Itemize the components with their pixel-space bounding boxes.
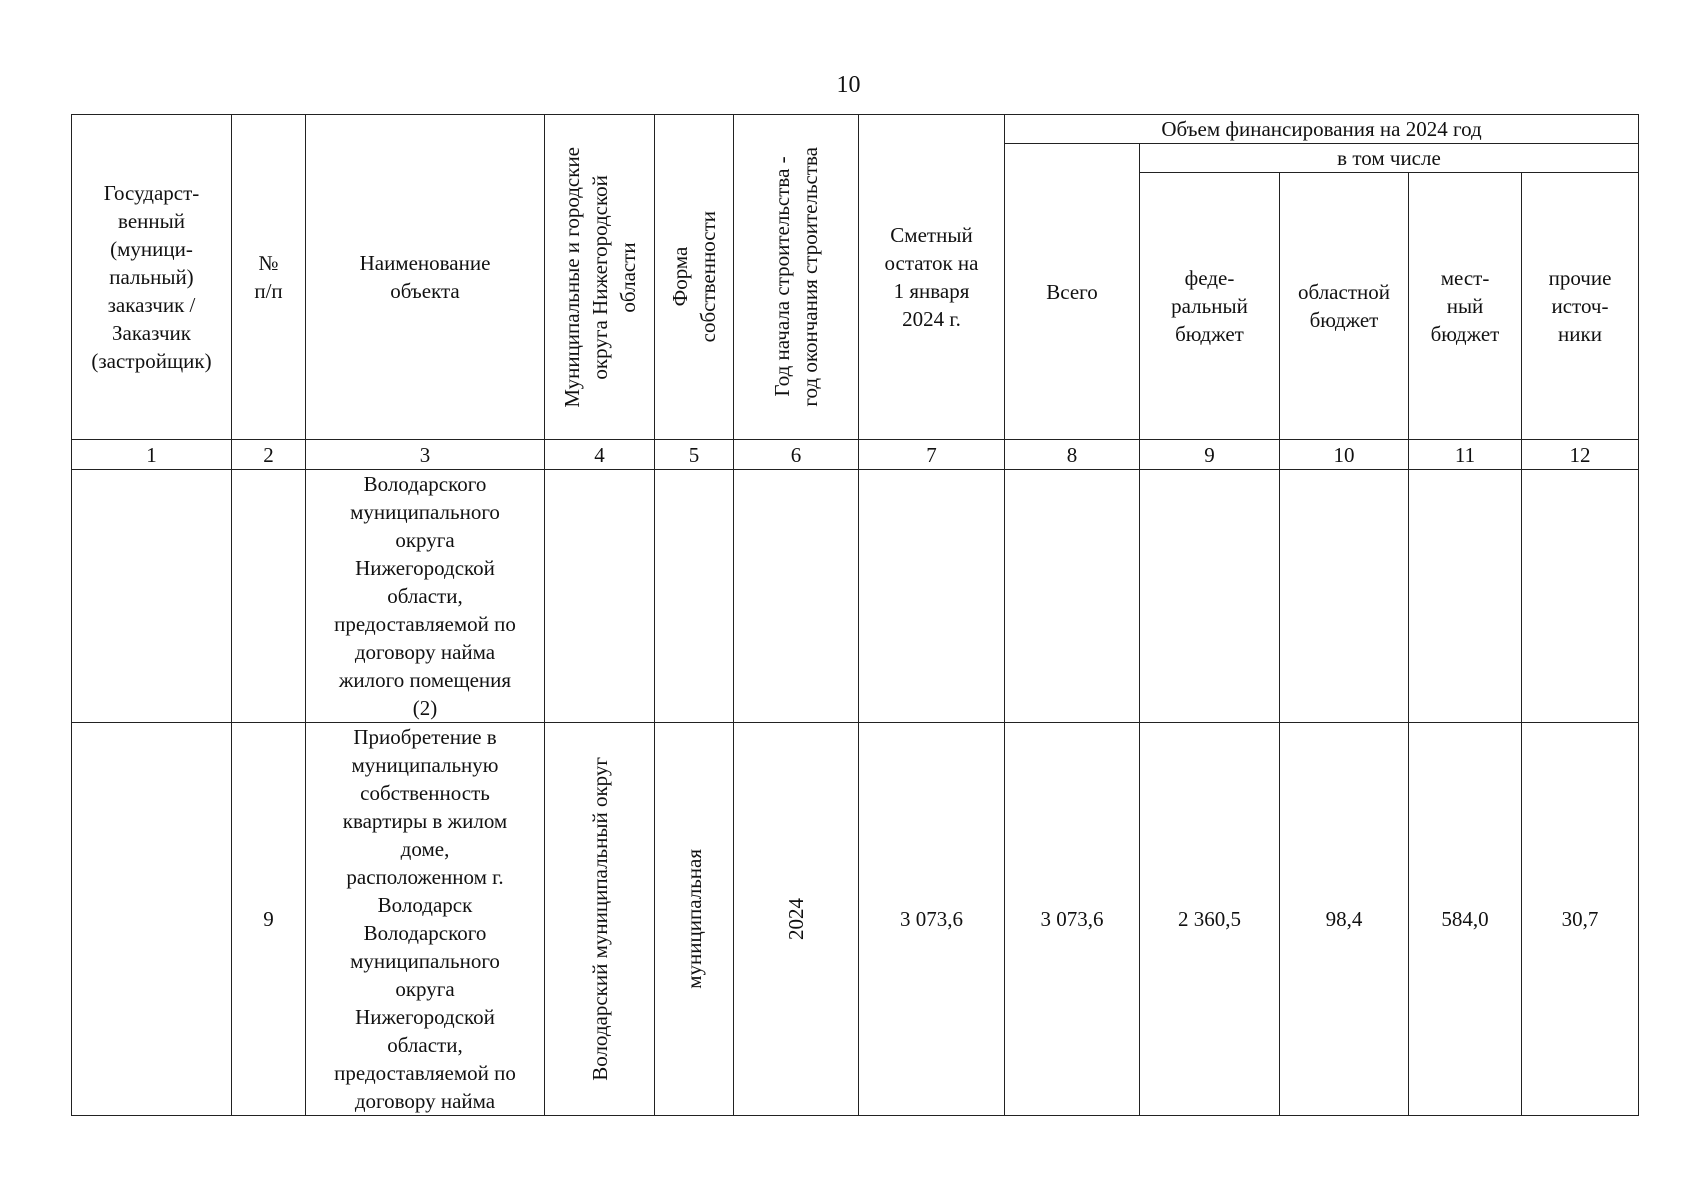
column-number: 11 bbox=[1409, 440, 1522, 470]
table-row bbox=[72, 723, 1639, 1116]
header-federal bbox=[1140, 173, 1280, 440]
header-ownership-label: Форма собственности bbox=[668, 211, 720, 343]
header-ownership bbox=[655, 115, 734, 440]
cell-customer bbox=[72, 723, 232, 1116]
cell-ownership bbox=[655, 470, 734, 723]
cell-object-name bbox=[306, 470, 545, 723]
cell-federal: 2 360,5 bbox=[1140, 723, 1280, 1116]
header-including-label: в том числе bbox=[1337, 146, 1441, 170]
header-funding-title-label: Объем финансирования на 2024 год bbox=[1161, 117, 1482, 141]
header-other bbox=[1522, 173, 1639, 440]
header-customer bbox=[72, 115, 232, 440]
header-customer-label: Государст- венный (муници- пальный) заказчик / Заказчик (застройщик) bbox=[91, 181, 212, 373]
cell-other bbox=[1522, 470, 1639, 723]
cell-other: 30,7 bbox=[1522, 723, 1639, 1116]
object-name-text: Приобретение в муниципальную собственность квартиры в жилом доме, расположенном г. Володарск Володарского муниципального округа Нижегородской области, предоставляемой по договору найма bbox=[334, 725, 516, 1113]
cell-municipality bbox=[545, 723, 655, 1116]
header-total-label: Всего bbox=[1046, 279, 1098, 304]
column-number: 12 bbox=[1522, 440, 1639, 470]
column-number-row bbox=[72, 440, 1639, 470]
column-number: 7 bbox=[859, 440, 1005, 470]
cell-federal bbox=[1140, 470, 1280, 723]
header-num bbox=[232, 115, 306, 440]
header-other-label: прочие источ- ники bbox=[1548, 266, 1612, 346]
table-row bbox=[72, 470, 1639, 723]
header-including bbox=[1140, 144, 1639, 173]
cell-estimate bbox=[859, 470, 1005, 723]
column-number: 8 bbox=[1005, 440, 1140, 470]
cell-total bbox=[1005, 470, 1140, 723]
header-local-label: мест- ный бюджет bbox=[1430, 266, 1500, 346]
cell-years bbox=[734, 723, 859, 1116]
cell-object-name bbox=[306, 723, 545, 1116]
header-municipality-label: Муниципальные и городские округа Нижегородской области bbox=[559, 146, 640, 408]
column-number: 4 bbox=[545, 440, 655, 470]
column-number: 1 bbox=[72, 440, 232, 470]
header-estimate-label: Сметный остаток на 1 января 2024 г. bbox=[884, 223, 979, 331]
cell-num bbox=[232, 470, 306, 723]
header-years-label: Год начала строительства - год окончания строительства bbox=[770, 147, 822, 407]
cell-customer bbox=[72, 470, 232, 723]
municipality-text: Володарский муниципальный округ bbox=[587, 757, 612, 1081]
header-regional bbox=[1280, 173, 1409, 440]
cell-estimate: 3 073,6 bbox=[859, 723, 1005, 1116]
header-estimate bbox=[859, 115, 1005, 440]
header-total bbox=[1005, 144, 1140, 440]
cell-ownership bbox=[655, 723, 734, 1116]
cell-num: 9 bbox=[232, 723, 306, 1116]
cell-regional bbox=[1280, 470, 1409, 723]
cell-local bbox=[1409, 470, 1522, 723]
ownership-text: муниципальная bbox=[682, 849, 706, 989]
header-object-name-label: Наименование объекта bbox=[359, 251, 491, 303]
page-number: 10 bbox=[836, 72, 861, 98]
cell-local: 584,0 bbox=[1409, 723, 1522, 1116]
header-num-label: № п/п bbox=[254, 251, 283, 303]
cell-municipality bbox=[545, 470, 655, 723]
column-number: 3 bbox=[306, 440, 545, 470]
header-regional-label: областной бюджет bbox=[1298, 280, 1390, 332]
header-federal-label: феде- ральный бюджет bbox=[1171, 266, 1248, 346]
cell-years bbox=[734, 470, 859, 723]
header-years bbox=[734, 115, 859, 440]
column-number: 9 bbox=[1140, 440, 1280, 470]
header-municipality bbox=[545, 115, 655, 440]
column-number: 5 bbox=[655, 440, 734, 470]
column-number: 2 bbox=[232, 440, 306, 470]
cell-total: 3 073,6 bbox=[1005, 723, 1140, 1116]
column-number: 6 bbox=[734, 440, 859, 470]
header-local bbox=[1409, 173, 1522, 440]
cell-regional: 98,4 bbox=[1280, 723, 1409, 1116]
financing-table bbox=[71, 114, 1639, 1116]
header-funding-title bbox=[1005, 115, 1639, 144]
object-name-text: Володарского муниципального округа Нижегородской области, предоставляемой по договору найма жилого помещения (2) bbox=[334, 472, 516, 720]
header-object-name bbox=[306, 115, 545, 440]
years-text: 2024 bbox=[784, 898, 808, 940]
header-row-1 bbox=[72, 115, 1639, 144]
column-number: 10 bbox=[1280, 440, 1409, 470]
